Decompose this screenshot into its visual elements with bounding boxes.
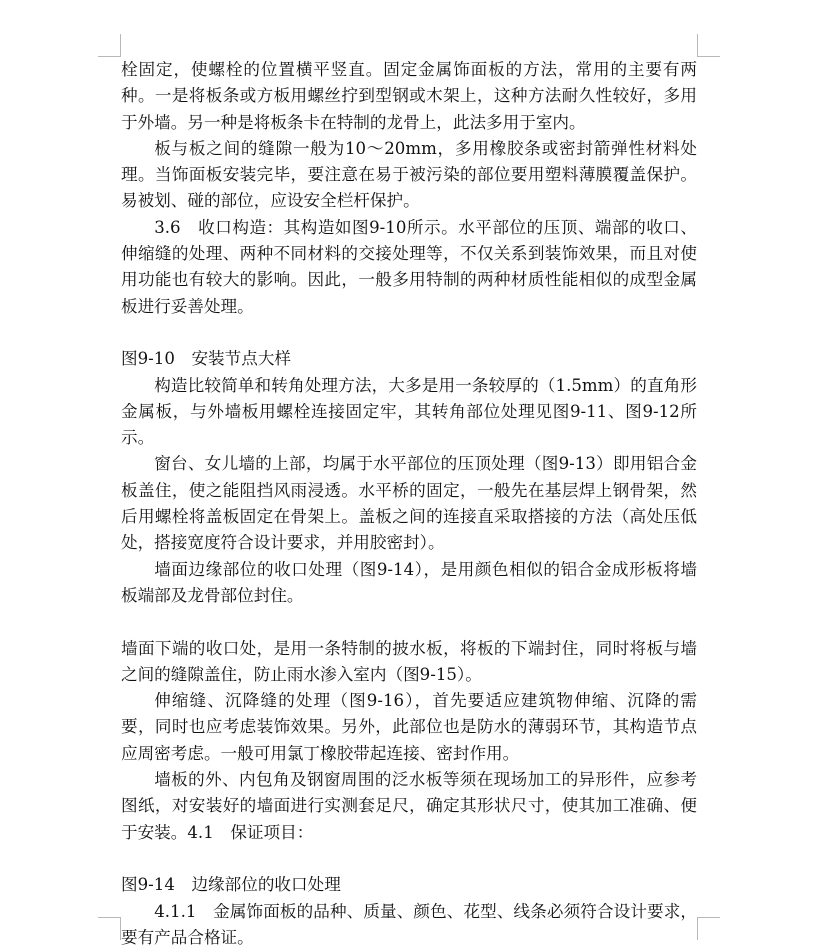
paragraph: 伸缩缝、沉降缝的处理（图9-16），首先要适应建筑物伸缩、沉降的需要，同时也应考虑装饰效果。另外，此部位也是防水的薄弱环节，其构造节点应周密考虑。一般可用氯丁橡胶带起连接、密封作用。 — [121, 688, 697, 767]
paragraph: 4.1.1 金属饰面板的品种、质量、颜色、花型、线条必须符合设计要求，要有产品合格证。 — [121, 899, 697, 951]
document-body — [121, 57, 697, 951]
paragraph: 窗台、女儿墙的上部，均属于水平部位的压顶处理（图9-13）即用铝合金板盖住，使之能阻挡风雨浸透。水平桥的固定，一般先在基层焊上钢骨架，然后用螺栓将盖板固定在骨架上。盖板之间的连接直采取搭接的方法（高处压低处，搭接宽度符合设计要求，并用胶密封）。 — [121, 451, 697, 556]
blank-line — [121, 609, 697, 635]
crop-mark-bottom-right — [697, 917, 720, 940]
figure-caption: 图9-14 边缘部位的收口处理 — [121, 872, 697, 898]
paragraph: 板与板之间的缝隙一般为10～20mm，多用橡胶条或密封箭弹性材料处理。当饰面板安装完毕，要注意在易于被污染的部位要用塑料薄膜覆盖保护。易被划、碰的部位，应设安全栏杆保护。 — [121, 136, 697, 215]
figure-caption: 图9-10 安装节点大样 — [121, 346, 697, 372]
paragraph: 构造比较简单和转角处理方法，大多是用一条较厚的（1.5mm）的直角形金属板，与外墙板用螺栓连接固定牢，其转角部位处理见图9-11、图9-12所示。 — [121, 373, 697, 452]
crop-mark-top-right — [697, 34, 720, 57]
paragraph: 栓固定，使螺栓的位置横平竖直。固定金属饰面板的方法，常用的主要有两种。一是将板条或方板用螺丝拧到型钢或木架上，这种方法耐久性较好，多用于外墙。另一种是将板条卡在特制的龙骨上，此法多用于室内。 — [121, 57, 697, 136]
blank-line — [121, 846, 697, 872]
paragraph: 墙面边缘部位的收口处理（图9-14），是用颜色相似的铝合金成形板将墙板端部及龙骨部位封住。 — [121, 557, 697, 610]
blank-line — [121, 320, 697, 346]
paragraph: 3.6 收口构造：其构造如图9-10所示。水平部位的压顶、端部的收口、伸缩缝的处理、两种不同材料的交接处理等，不仅关系到装饰效果，而且对使用功能也有较大的影响。因此，一般多用特制的两种材质性能相似的成型金属板进行妥善处理。 — [121, 215, 697, 320]
crop-mark-top-left — [98, 34, 121, 57]
paragraph: 墙面下端的收口处，是用一条特制的披水板，将板的下端封住，同时将板与墙之间的缝隙盖住，防止雨水渗入室内（图9-15）。 — [121, 636, 697, 689]
crop-mark-bottom-left — [98, 917, 121, 940]
paragraph: 墙板的外、内包角及钢窗周围的泛水板等须在现场加工的异形件，应参考图纸，对安装好的墙面进行实测套足尺，确定其形状尺寸，使其加工准确、便于安装。4.1 保证项目： — [121, 767, 697, 846]
